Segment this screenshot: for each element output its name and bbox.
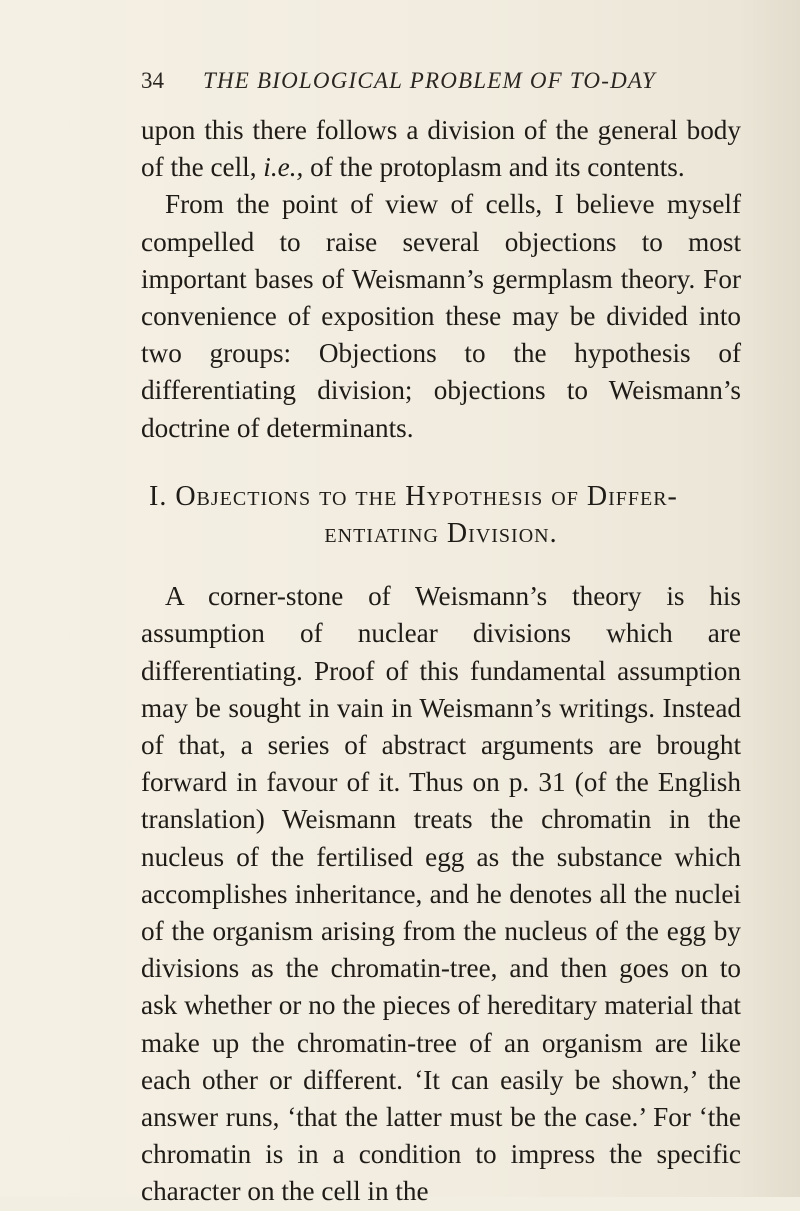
italic-abbreviation: i.e., bbox=[263, 152, 304, 183]
page-number: 34 bbox=[141, 68, 164, 93]
section-heading bbox=[141, 478, 741, 552]
section-heading-line-2: entiating Division. bbox=[324, 518, 558, 550]
page-header bbox=[141, 64, 741, 104]
section-heading-line-1: I. Objections to the Hypothesis of Differ- bbox=[149, 480, 678, 512]
page-body bbox=[141, 112, 741, 1211]
paragraph-corner-stone: A corner-stone of Weismann’s theory is his assumption of nuclear divisions which are differentiating. Proof of this fundamental assumption may be sought in vain in Weismann’s writings. Instead of that, a series of abstract arguments are brought forward in favour of it. Thus on p. 31 (of the English translation) Weismann treats the chromatin in the nucleus of the fertilised egg as the substance which accomplishes inheritance, and he denotes all the nuclei of the organism arising from the nucleus of the egg by divisions as the chromatin-tree, and then goes on to ask whether or no the pieces of hereditary material that make up the chromatin-tree of an organism are like each other or different. ‘It can easily be shown,’ the answer runs, ‘that the latter must be the case.’ For ‘the chromatin is in a condition to impress the specific character on the cell in the bbox=[141, 581, 741, 1207]
paragraph-continuation bbox=[141, 112, 741, 186]
paragraph-text: upon this there follows a division of the general body of the cell, bbox=[141, 115, 741, 183]
paragraph-text: of the protoplasm and its contents. bbox=[303, 152, 685, 183]
paragraph-objections-intro: From the point of view of cells, I believe myself compelled to raise several objections to most important bases of Weismann’s germplasm theory. For convenience of exposition these may be divided into two groups: Objections to the hypothesis of differentiating division; objections to Weismann’s doctrine of determinants. bbox=[141, 189, 741, 443]
running-title: THE BIOLOGICAL PROBLEM OF TO-DAY bbox=[203, 68, 656, 93]
